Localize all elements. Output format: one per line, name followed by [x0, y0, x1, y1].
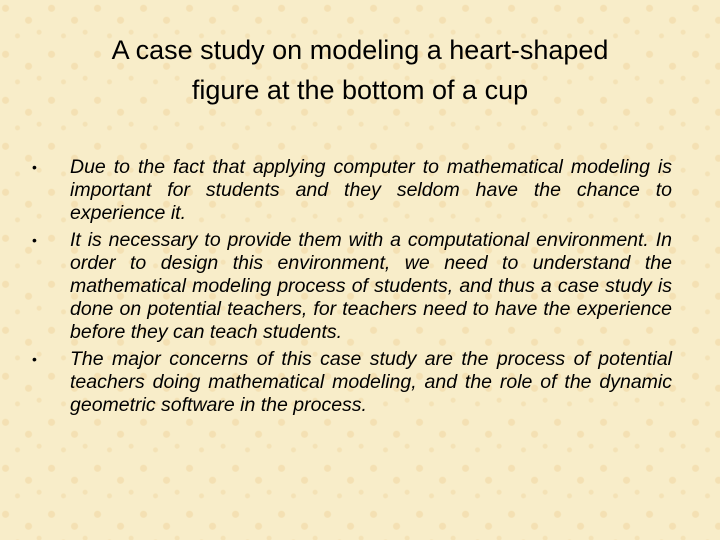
bullet-point-icon: •: [32, 232, 37, 249]
bullet-item: [24, 156, 672, 224]
bullet-list: [24, 156, 672, 422]
bullet-point-icon: •: [32, 159, 37, 175]
bullet-text: Due to the fact that applying computer to mathematical modeling is important for students and they seldom have the chance to experience it.: [70, 156, 672, 224]
bullet-point-icon: •: [32, 351, 37, 368]
slide-title: A case study on modeling a heart-shaped figure at the bottom of a cup: [111, 35, 609, 105]
bullet-text: The major concerns of this case study are the process of potential teachers doing mathematical modeling, and the role of the dynamic geometric software in the process.: [70, 348, 672, 416]
bullet-text: It is necessary to provide them with a computational environment. In order to design this environment, we need to understand the mathematical modeling process of students, and thus a case study is done on potential teachers, for teachers need to have the experience before they can teach students.: [70, 229, 672, 343]
bullet-item: [24, 229, 672, 343]
bullet-item: [24, 348, 672, 416]
